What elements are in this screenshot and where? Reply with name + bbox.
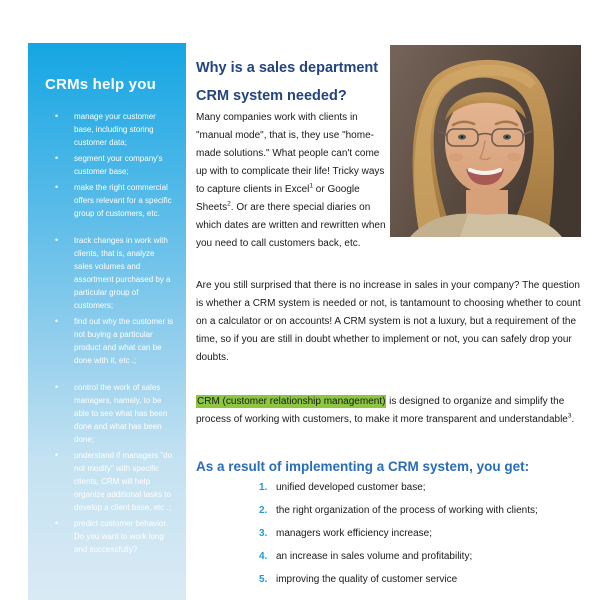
list-item	[259, 502, 585, 520]
text-run: Many companies work with clients in "manual mode", that is, they use "home-made solutions." What people can't come up with to complicate their life! Tricky ways to capture clients in Excel	[196, 112, 385, 195]
list-item-number: 4.	[259, 551, 268, 562]
list-item	[28, 152, 186, 178]
list-item	[28, 234, 186, 312]
list-item	[28, 110, 186, 149]
list-item-text: predict customer behavior. Do you want to work long and successfully?	[74, 519, 168, 554]
list-item-text: managers work efficiency increase;	[276, 528, 432, 539]
list-item	[28, 381, 186, 446]
body-paragraph: Are you still surprised that there is no increase in sales in your company? The question is whether a CRM system is needed or not, is tantamount to choosing whether to count on a calculator or on accounts! A CRM system is not a luxury, but a requirement of the time, so if you are still in doubt whether to implement or not, you can safely drop your doubts.	[196, 280, 581, 363]
list-item	[28, 517, 186, 556]
superscript-reference: 3	[567, 412, 572, 420]
section-subheading: As a result of implementing a CRM system, you get:	[196, 459, 530, 475]
page-title: Why is a sales department CRM system needed?	[196, 59, 379, 104]
bullet-icon: •	[55, 182, 59, 192]
intro-paragraph	[196, 109, 388, 253]
bullet-icon: •	[55, 235, 59, 245]
text-run: . Or are there special diaries on which dates are written and rewritten when you need to call customers back, etc.	[196, 202, 386, 249]
list-item-number: 5.	[259, 574, 268, 585]
highlighted-text: CRM (customer relationship management)	[197, 396, 386, 407]
bullet-icon: •	[55, 382, 59, 392]
list-item-number: 2.	[259, 505, 268, 516]
list-item	[28, 181, 186, 220]
sidebar-title: CRMs help you	[45, 76, 156, 93]
list-item	[28, 315, 186, 367]
list-item-text: track changes in work with clients, that is, analyze sales volumes and assortment purchased by a particular group of customers;	[74, 236, 171, 310]
portrait-image	[390, 45, 581, 237]
list-item-text: make the right commercial offers relevant for a specific group of customers, etc.	[74, 183, 172, 218]
bullet-icon: •	[55, 518, 59, 528]
superscript-reference: 1	[309, 182, 314, 190]
list-item	[259, 479, 585, 497]
text-run: or Google Sheets	[196, 184, 360, 213]
list-item-text: the right organization of the process of working with clients;	[276, 505, 538, 516]
bullet-icon: •	[55, 450, 59, 460]
list-item-number: 1.	[259, 482, 268, 493]
list-item-text: manage your customer base, including storing customer data;	[74, 112, 156, 147]
list-item-text: an increase in sales volume and profitability;	[276, 551, 473, 562]
list-item-number: 3.	[259, 528, 268, 539]
list-item	[259, 525, 585, 543]
bullet-icon: •	[55, 111, 59, 121]
text-run: is designed to organize and simplify the process of working with customers, to make it more transparent and understandable	[196, 396, 568, 425]
portrait-photo	[390, 45, 581, 237]
list-item	[259, 548, 585, 566]
list-item	[28, 449, 186, 514]
list-item-text: improving the quality of customer service	[276, 574, 458, 585]
list-item	[259, 571, 585, 589]
bullet-group	[28, 110, 186, 220]
list-item-text: control the work of sales managers, namely, to be able to see what has been done and what has been done;	[74, 383, 168, 444]
text-run: .	[571, 414, 575, 425]
sidebar-bullet-list	[28, 110, 186, 556]
list-item-text: unified developed customer base;	[276, 482, 426, 493]
superscript-reference: 2	[227, 200, 231, 208]
bullet-group	[28, 234, 186, 367]
benefits-numbered-list	[259, 479, 585, 594]
list-item-text: find out why the customer is not buying a particular product and what can be done with it, etc .;	[74, 317, 174, 365]
bullet-icon: •	[55, 316, 59, 326]
list-item-text: segment your company's customer base;	[74, 154, 163, 176]
bullet-group	[28, 381, 186, 556]
bullet-icon: •	[55, 153, 59, 163]
sidebar	[28, 43, 186, 600]
list-item-text: understand if managers "do not modify" with specific clients, CRM will help organize additional tasks to develop a client base, etc .;	[74, 451, 173, 512]
crm-definition-paragraph	[196, 393, 586, 429]
